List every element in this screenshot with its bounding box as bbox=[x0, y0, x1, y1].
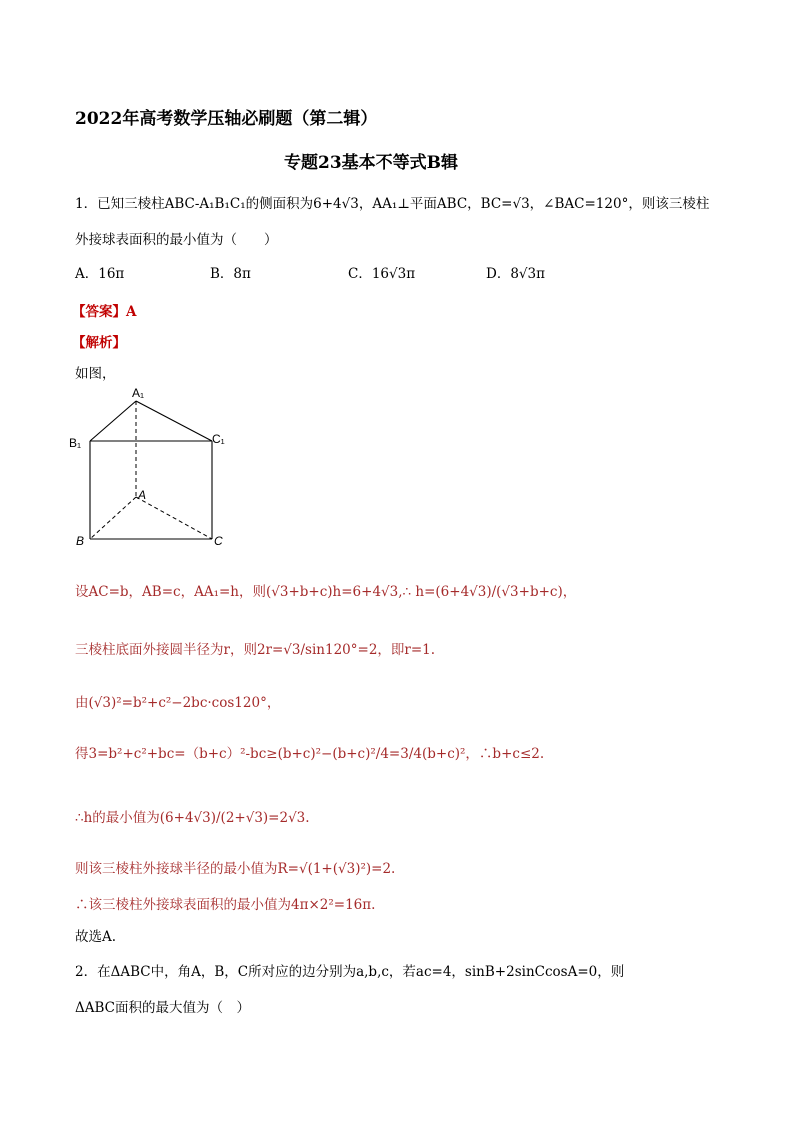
figure-intro: 如图， bbox=[75, 366, 116, 382]
solution-step-6: 则该三棱柱外接球半径的最小值为R=√(1+(√3)²)=2. bbox=[75, 861, 396, 877]
q1-stem-line2: 外接球表面积的最小值为（ ） bbox=[75, 232, 278, 248]
edge-a-b-hidden bbox=[90, 497, 136, 539]
label-a: A bbox=[138, 488, 147, 502]
solution-step-1: 设AC=b，AB=c，AA₁=h，则(√3+b+c)h=6+4√3,∴ h=(6+4√3)/(√3+b+c)， bbox=[75, 584, 577, 600]
label-c1: C₁ bbox=[212, 432, 225, 446]
solution-conclusion: 故选A. bbox=[75, 929, 117, 945]
solution-step-5: ∴h的最小值为(6+4√3)/(2+√3)=2√3. bbox=[75, 810, 310, 826]
q1-option-c: C．16√3π bbox=[348, 266, 416, 282]
series-title: 2022年高考数学压轴必刷题（第二辑） bbox=[75, 109, 378, 129]
topic-title: 专题23基本不等式B辑 bbox=[284, 153, 459, 173]
solution-step-2: 三棱柱底面外接圆半径为r，则2r=√3/sin120°=2，即r=1. bbox=[75, 642, 436, 658]
q2-stem-line1: 2．在ΔABC中，角A，B，C所对应的边分别为a,b,c，若ac=4，sinB+2sinCcosA=0，则 bbox=[75, 964, 625, 980]
q1-stem-line1: 1．已知三棱柱ABC-A₁B₁C₁的侧面积为6+4√3，AA₁⊥平面ABC，BC=√3，∠BAC=120°，则该三棱柱 bbox=[75, 196, 710, 212]
q1-option-a: A．16π bbox=[75, 266, 125, 282]
q2-stem-line2: ΔABC面积的最大值为（ ） bbox=[75, 1000, 250, 1016]
analysis-tag: 【解析】 bbox=[72, 335, 126, 351]
solution-step-4: 得3=b²+c²+bc=（b+c）²-bc≥(b+c)²−(b+c)²/4=3/4(b+c)²，∴b+c≤2. bbox=[75, 746, 545, 762]
q1-option-b: B．8π bbox=[210, 266, 251, 282]
edge-a1-c1 bbox=[136, 401, 212, 441]
label-c: C bbox=[214, 534, 223, 548]
edge-a-c-hidden bbox=[136, 497, 212, 539]
prism-figure bbox=[66, 385, 246, 555]
edge-b1-a1 bbox=[90, 401, 136, 441]
label-b: B bbox=[76, 534, 85, 548]
answer-tag: 【答案】A bbox=[72, 304, 137, 320]
solution-step-7: ∴该三棱柱外接球表面积的最小值为4π×2²=16π. bbox=[75, 897, 376, 913]
solution-step-3: 由(√3)²=b²+c²−2bc·cos120°， bbox=[75, 695, 281, 711]
label-b1: B₁ bbox=[69, 436, 82, 450]
q1-option-d: D．8√3π bbox=[486, 266, 545, 282]
label-a1: A₁ bbox=[132, 386, 145, 400]
